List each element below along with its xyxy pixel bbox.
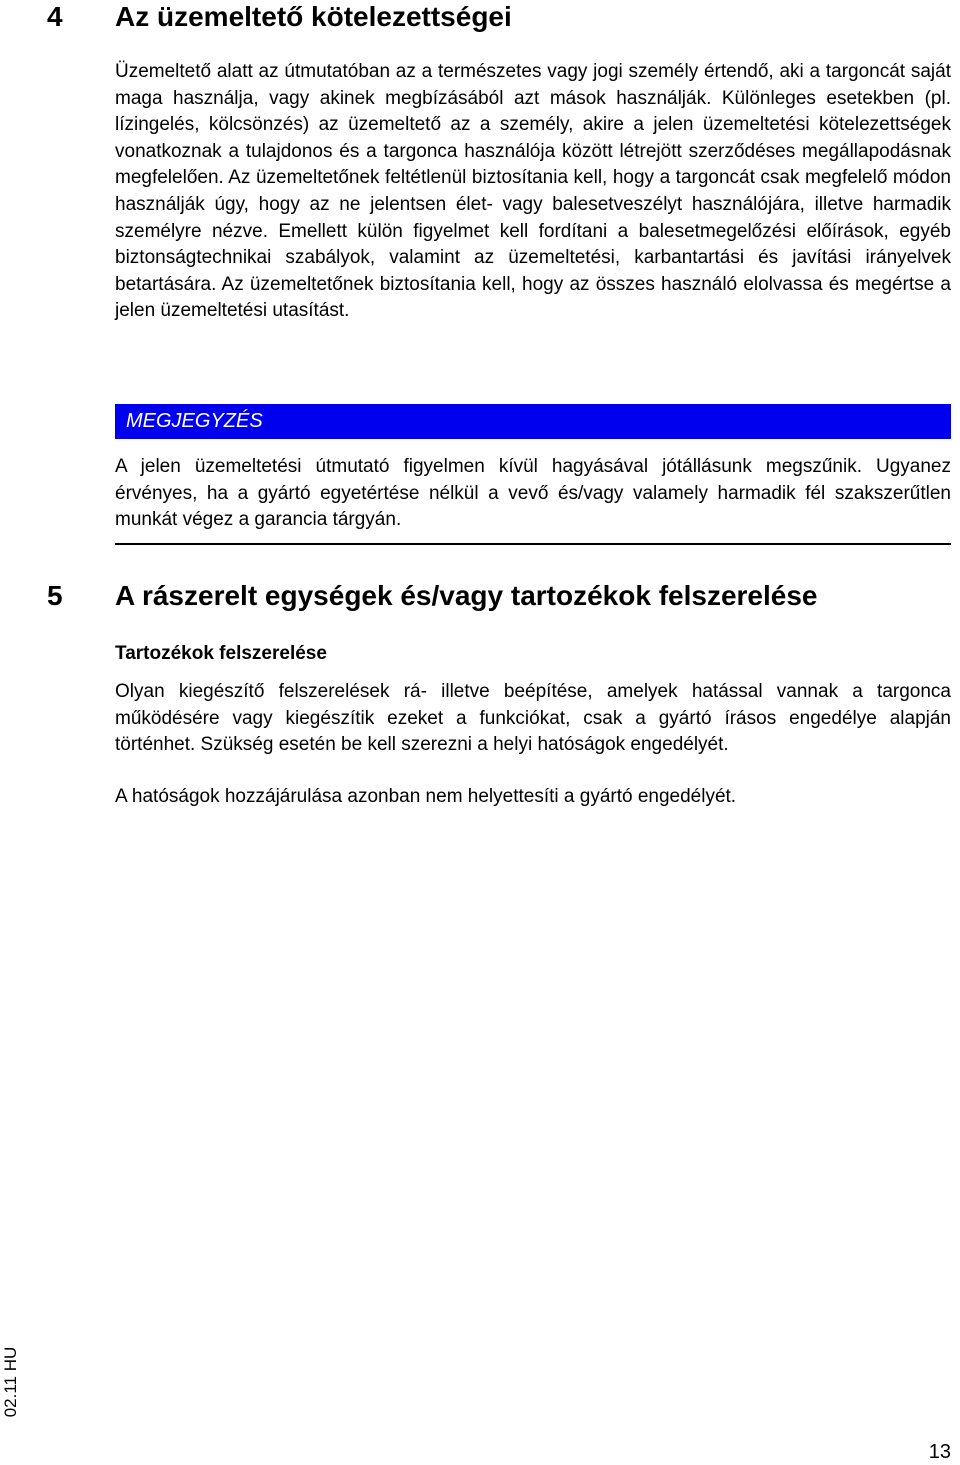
- edition-code-text: 02.11 HU: [1, 1346, 20, 1418]
- operator-obligations-paragraph: Üzemeltető alatt az útmutatóban az a természetes vagy jogi személy értendő, aki a targoncát saját maga használja, vagy akinek megbízásából azt mások használják. Különleges esetekben (pl. lízingelés, kölcsönzés) az üzemeltető az a személy, akire a jelen üzemeltetési kötelezettségek vonatkoznak a tulajdonos és a targonca használója között létrejött szerződéses megállapodásnak megfelelően. Az üzemeltetőnek feltétlenül biztosítania kell, hogy a targoncát csak megfelelő módon használják úgy, hogy az ne jelentsen élet- vagy balesetveszélyt használójára, illetve harmadik személyre nézve. Emellett külön figyelmet kell fordítani a balesetmegelőzési előírások, egyéb biztonságtechnikai szabályok, valamint az üzemeltetési, karbantartási és javítási irányelvek betartására. Az üzemeltetőnek biztosítania kell, hogy az összes használó elolvassa és megértse a jelen üzemeltetési utasítást.: [115, 61, 951, 322]
- note-text: A jelen üzemeltetési útmutató figyelmen kívül hagyásával jótállásunk megszűnik. Ugyanez érvényes, ha a gyártó egyetértése nélkül a vevő és/vagy valamely harmadik fél szakszerűtlen munkát végez a garancia tárgyán.: [115, 456, 951, 531]
- accessories-paragraph: Olyan kiegészítő felszerelések rá- illetve beépítése, amelyek hatással vannak a targonca működésére vagy kiegészítik ezeket a funkciókat, csak a gyártó írásos engedélye alapján történhet. Szükség esetén be kell szerezni a helyi hatóságok engedélyét.: [115, 681, 951, 756]
- note-banner: MEGJEGYZÉS: [115, 404, 951, 439]
- accessories-subheading: Tartozékok felszerelése: [115, 643, 327, 664]
- edition-code: [0, 1342, 22, 1422]
- section-number: 5: [47, 580, 63, 611]
- section-title: Az üzemeltető kötelezettségei: [115, 1, 512, 32]
- section-title: A rászerelt egységek és/vagy tartozékok felszerelése: [115, 580, 818, 611]
- page-number: 13: [928, 1441, 951, 1463]
- section-number: 4: [47, 1, 63, 32]
- section-divider: [115, 543, 951, 545]
- authority-approval-paragraph: A hatóságok hozzájárulása azonban nem helyettesíti a gyártó engedélyét.: [115, 786, 737, 807]
